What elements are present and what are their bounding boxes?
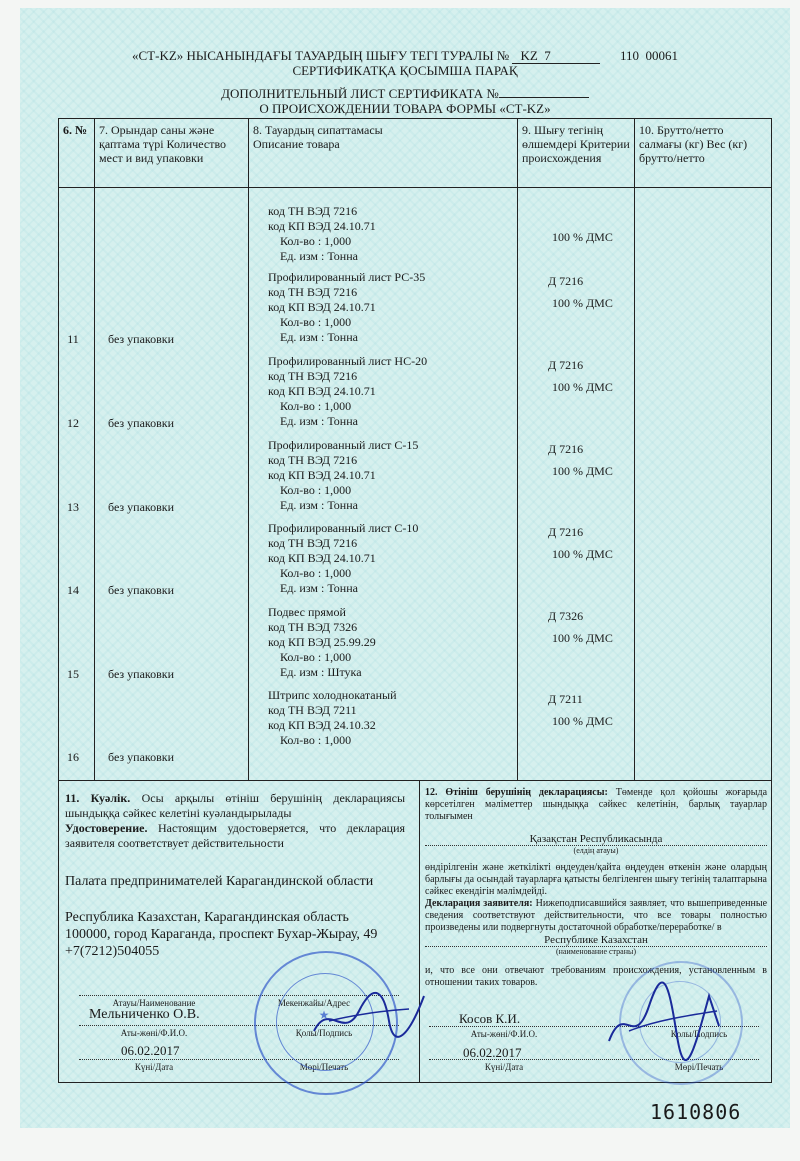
criteria-line: 100 % ДМС [552,631,613,645]
th-number: 6. № [63,123,88,137]
row-number: 11 [67,332,79,346]
cert-number: 00061 [645,48,678,63]
description-line: код КП ВЭД 24.10.71 [268,551,376,565]
header-line-3: ДОПОЛНИТЕЛЬНЫЙ ЛИСТ СЕРТИФИКАТА № [20,86,790,101]
description-line: Кол-во : 1,000 [280,483,352,497]
description-line: Профилированный лист С-15 [268,438,419,452]
th-criteria: 9. Шығу тегінің өлшемдері Критерии происхождения [522,123,630,165]
chamber-address: Республика Казахстан, Карагандинская область 100000, город Караганда, проспект Бухар-Жырау, 49 +7(7212)504055 [65,910,378,959]
row-number: 16 [67,750,79,764]
description-line: Кол-во : 1,000 [280,315,352,329]
criteria-line: Д 7216 [548,358,584,372]
row-number: 12 [67,416,79,430]
description-line: код ТН ВЭД 7216 [268,536,358,550]
description-line: Ед. изм : Штука [280,665,362,679]
description-line: Ед. изм : Тонна [280,249,358,263]
box-12-declaration: 12. Өтініш берушінің декларациясы: Төменде қол қойошы жоғарыда көрсетілген мәліметтер шындыққа сәйкес келетінін, барлық тауарлар толығымен Қазақстан Республикасында (елдің атауы) өндірілгенін және жеткілікті өңдеуден/қайта өңдеуден өткенін және олардың барлығы да осындай тауарларға қатысты белгіленген шығу тегінің талаптарына сәйкес екендігін мәлімдейді. Декларация заявителя: Нижеподписавшийся заявляет, что вышеприведенные сведения соответствуют действительности, что все товары полностью произведены или подвергнуты достаточной обработке/переработке/ в Республике Казахстан (наименование страны) и, что все они отвечают требованиям происхождения, установленным в отношении таких товаров. [425,787,768,988]
row-packaging: без упаковки [108,500,175,514]
description-line: код КП ВЭД 25.99.29 [268,635,376,649]
certificate-sheet [20,8,790,1128]
declarant-signature [599,981,729,1061]
header-title-kz: «СТ-KZ» НЫСАНЫНДАҒЫ ТАУАРДЫҢ ШЫҒУ ТЕГІ ТУРАЛЫ № [132,48,510,63]
description-line: Профилированный лист РС-35 [268,270,426,284]
row-criteria [548,442,658,486]
description-line: код КП ВЭД 24.10.71 [268,384,376,398]
description-line: Кол-во : 1,000 [280,399,352,413]
th-weight: 10. Брутто/нетто салмағы (кг) Вес (кг) брутто/нетто [639,123,748,165]
chamber-stamp: ★ [254,951,398,1095]
description-line: код ТН ВЭД 7326 [268,620,358,634]
description-line: Подвес прямой [268,605,346,619]
criteria-line: Д 7216 [548,525,584,539]
row-description [268,438,513,513]
criteria-line: Д 7326 [548,609,584,623]
description-line: код КП ВЭД 24.10.71 [268,468,376,482]
description-line: код КП ВЭД 24.10.32 [268,718,376,732]
criteria-line: 100 % ДМС [552,380,613,394]
row-description [268,688,513,748]
description-line: код ТН ВЭД 7211 [268,703,357,717]
row-description [268,521,513,596]
description-line: Ед. изм : Тонна [280,498,358,512]
row-packaging: без упаковки [108,416,175,430]
declarant-date: 06.02.2017 [463,1045,522,1060]
row-description [268,354,513,429]
row-description [268,204,513,264]
description-line: Профилированный лист НС-20 [268,354,428,368]
description-line: Кол-во : 1,000 [280,733,352,747]
description-line: код КП ВЭД 24.10.71 [268,300,376,314]
row-number: 13 [67,500,79,514]
row-criteria [548,208,658,252]
criteria-line: Д 7211 [548,692,583,706]
row-packaging: без упаковки [108,750,175,764]
declarant-name: Косов К.И. [459,1011,521,1026]
criteria-line: 100 % ДМС [552,464,613,478]
criteria-line: Д 7216 [548,442,584,456]
certifier-signature [309,981,429,1051]
row-packaging: без упаковки [108,667,175,681]
criteria-line: 100 % ДМС [552,547,613,561]
row-packaging: без упаковки [108,332,175,346]
row-packaging: без упаковки [108,583,175,597]
description-line: Штрипс холоднокатаный [268,688,397,702]
chamber-name: Палата предпринимателей Карагандинской области [65,874,374,889]
description-line: код ТН ВЭД 7216 [268,369,358,383]
criteria-line [548,208,658,230]
row-criteria [548,358,658,402]
certifier-name: Мельниченко О.В. [89,1007,200,1022]
description-line: Кол-во : 1,000 [280,234,352,248]
row-description [268,605,513,680]
cert-code: 110 [619,48,639,63]
description-line: код ТН ВЭД 7216 [268,204,358,218]
description-line: Ед. изм : Тонна [280,581,358,595]
row-criteria [548,525,658,569]
description-line: код ТН ВЭД 7216 [268,285,358,299]
th-description: 8. Тауардың сипаттамасы Описание товара [253,123,383,151]
description-line: Ед. изм : Тонна [280,414,358,428]
row-criteria [548,692,658,736]
description-line: код КП ВЭД 24.10.71 [268,219,376,233]
serial-number: 1610806 [650,1100,742,1124]
row-number: 15 [67,667,79,681]
criteria-line: Д 7216 [548,274,584,288]
certifier-date: 06.02.2017 [121,1043,180,1058]
description-line: Кол-во : 1,000 [280,566,352,580]
criteria-line: 100 % ДМС [552,230,613,244]
description-line: Ед. изм : Тонна [280,330,358,344]
description-line: код ТН ВЭД 7216 [268,453,358,467]
row-criteria [548,609,658,653]
criteria-line: 100 % ДМС [552,296,613,310]
description-line: Кол-во : 1,000 [280,650,352,664]
header-line-2: СЕРТИФИКАТҚА ҚОСЫМША ПАРАҚ [292,63,518,78]
criteria-line: 100 % ДМС [552,714,613,728]
header-line-4: О ПРОИСХОЖДЕНИИ ТОВАРА ФОРМЫ «СТ-KZ» [259,101,551,116]
cert-series: KZ 7 [512,48,600,64]
header-line-1 [20,48,790,64]
row-number: 14 [67,583,79,597]
th-packages: 7. Орындар саны және қаптама түрі Количество мест и вид упаковки [99,123,227,165]
signatures-section: 11. Куәлік. Осы арқылы өтініш берушінің декларациясы шындыққа сәйкес келетіні куәландырылады Удостоверение. Настоящим удостоверяется, что декларация заявителя соответствует действительности Палата предпринимателей Карагандинской области Республика Казахстан, Карагандинская область 100000, город Караганда, проспект Бухар-Жырау, 49 +7(7212)504055 Атауы/Наименование Мекенжайы/Адрес Мельниченко О.В. Аты-жөні/Ф.И.О. Қолы/Подпись 06.02.2017 Күні/Дата Мөрі/Печать 12. Өтініш берушінің декларациясы: Төменде қол қойошы жоғарыда көрсетілген мәліметтер шындыққа сәйкес келетінін, барлық тауарлар толығымен Қазақстан Республикасында (елдің атауы) өндірілгенін және жеткілікті өңдеуден/қайта өңдеуден өткенін және олардың барлығы да осындай тауарларға қатысты белгіленген шығу тегінің талаптарына сәйкес екендігін мәлімдейді. Декларация заявителя: Нижеподписавшийся заявляет, что вышеприведенные сведения соответствуют действительности, что все товары полностью произведены или подвергнуты достаточной обработке/переработке/ в Республике Казахстан (наименование страны) и, что все они отвечают требованиям происхождения, установленным в отношении таких товаров. Косов К.И. Аты-жөні/Ф.И.О. Қолы/Подпись 06.02.2017 Күні/Дата Мөрі/Печать ★ [58,781,772,1083]
row-criteria [548,274,658,318]
box-11-certification: 11. Куәлік. Осы арқылы өтініш берушінің декларациясы шындыққа сәйкес келетіні куәландырылады Удостоверение. Настоящим удостоверяется, что декларация заявителя соответствует действительности [65,791,406,850]
description-line: Профилированный лист С-10 [268,521,419,535]
row-description [268,270,513,345]
